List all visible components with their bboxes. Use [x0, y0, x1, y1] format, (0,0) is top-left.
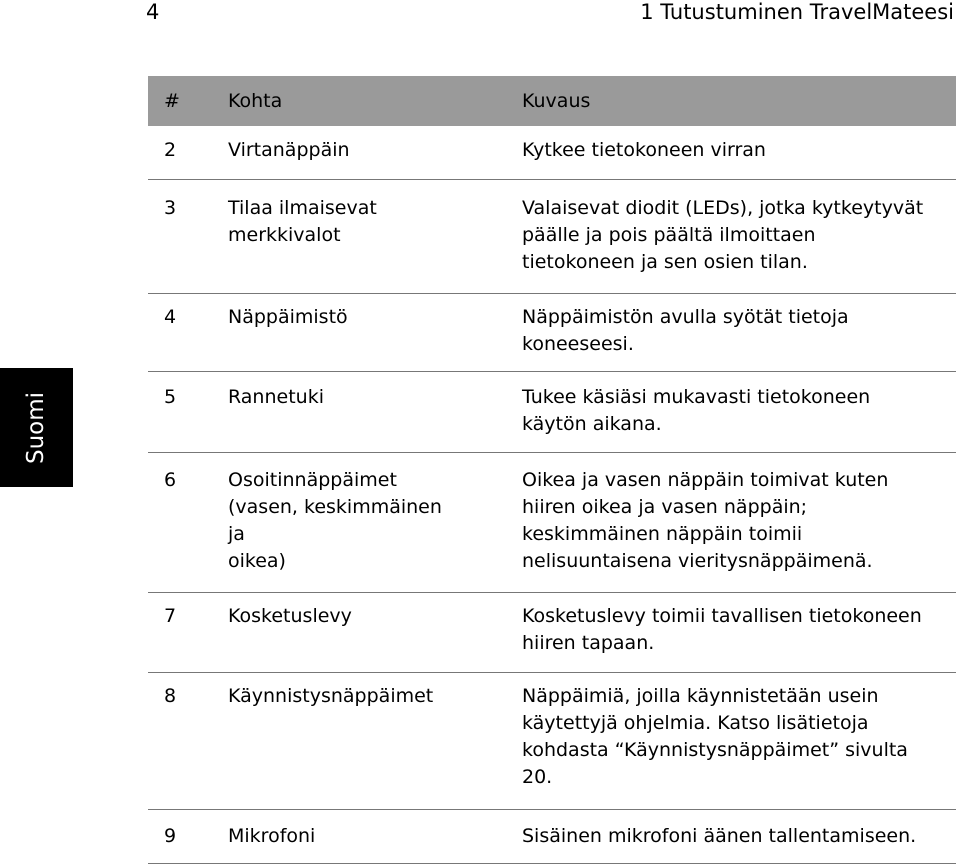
column-header-description: Kuvaus [522, 90, 591, 112]
row-number: 8 [164, 685, 177, 707]
column-header-number: # [164, 90, 180, 112]
table-header [148, 76, 956, 126]
running-head: 1 Tutustuminen TravelMateesi [640, 0, 954, 24]
row-item: Tilaa ilmaisevat merkkivalot [228, 197, 377, 246]
components-table [148, 76, 956, 864]
language-tab [0, 368, 73, 487]
row-number: 5 [164, 386, 177, 408]
row-description: Oikea ja vasen näppäin toimivat kuten hiiren oikea ja vasen näppäin; keskimmäinen näppäin toimii nelisuuntaisena vieritysnäppäimenä. [522, 469, 889, 572]
table-row [148, 809, 956, 863]
column-header-item: Kohta [228, 90, 283, 112]
row-item: Osoitinnäppäimet (vasen, keskimmäinen ja oikea) [228, 469, 442, 572]
row-item: Näppäimistö [228, 306, 348, 328]
row-description: Valaisevat diodit (LEDs), jotka kytkeytyvät päälle ja pois päältä ilmoittaen tietokoneen ja sen osien tilan. [522, 197, 924, 273]
table-row [148, 371, 956, 452]
table-row [148, 452, 956, 592]
row-description: Näppäimistön avulla syötät tietoja koneeseesi. [522, 306, 849, 355]
row-item: Rannetuki [228, 386, 324, 408]
row-number: 7 [164, 605, 177, 627]
row-number: 9 [164, 825, 177, 847]
row-item: Kosketuslevy [228, 605, 352, 627]
language-tab-label: Suomi [23, 391, 50, 464]
row-description: Tukee käsiäsi mukavasti tietokoneen käytön aikana. [522, 386, 871, 435]
table-row [148, 179, 956, 293]
row-description: Sisäinen mikrofoni äänen tallentamiseen. [522, 825, 917, 847]
row-description: Kosketuslevy toimii tavallisen tietokoneen hiiren tapaan. [522, 605, 922, 654]
row-number: 4 [164, 306, 177, 328]
row-description: Näppäimiä, joilla käynnistetään usein käytettyjä ohjelmia. Katso lisätietoja kohdasta “Käynnistysnäppäimet” sivulta 20. [522, 685, 908, 788]
row-number: 2 [164, 139, 177, 161]
row-number: 6 [164, 469, 177, 491]
row-description: Kytkee tietokoneen virran [522, 139, 766, 161]
row-item: Käynnistysnäppäimet [228, 685, 434, 707]
table-row [148, 126, 956, 179]
table-row [148, 592, 956, 672]
page-number: 4 [146, 0, 160, 24]
row-item: Virtanäppäin [228, 139, 350, 161]
table-bottom-rule [148, 863, 956, 864]
table-row [148, 293, 956, 371]
row-number: 3 [164, 197, 177, 219]
row-item: Mikrofoni [228, 825, 316, 847]
table-row [148, 672, 956, 809]
